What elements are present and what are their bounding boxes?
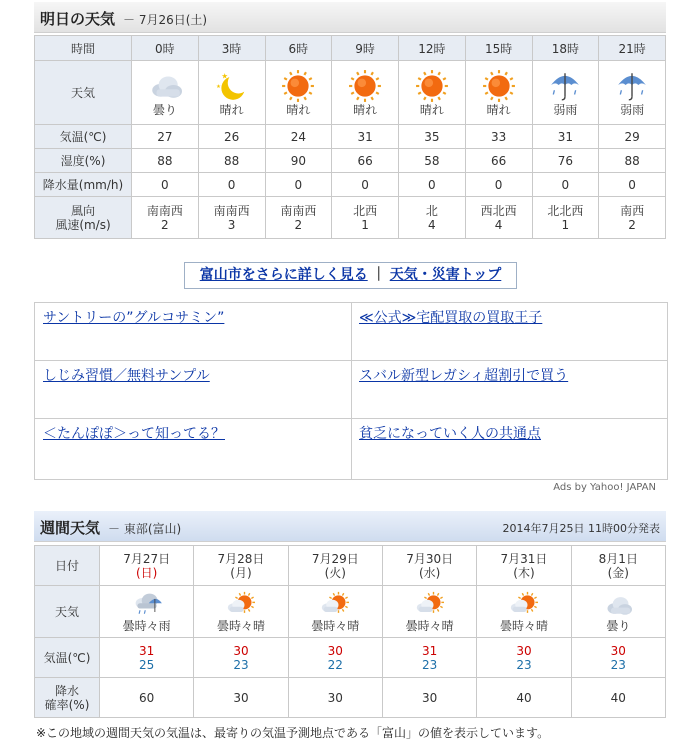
hour-cell: 6時 [265, 36, 332, 61]
rain-prob-cell: 60 [100, 678, 194, 718]
day-date: 8月1日 [598, 551, 638, 566]
weekly-weather-text: 曇時々晴 [216, 618, 265, 633]
high-temp: 30 [233, 643, 249, 658]
wind-dir: 南南西 [146, 203, 183, 218]
wind-dir: 北 [425, 203, 438, 218]
ad-link[interactable]: しじみ習慣／無料サンプル [43, 368, 210, 384]
day-of-week: (月) [230, 565, 252, 580]
precip-cell: 0 [265, 173, 332, 197]
wind-speed: 2 [161, 217, 169, 232]
tomorrow-date: － 7月26日(土) [123, 13, 208, 27]
wind-cell [599, 197, 666, 239]
date-cell [477, 546, 571, 586]
date-cell [571, 546, 665, 586]
tomorrow-table [34, 35, 666, 239]
footnote: ※この地域の週間天気の気温は、最寄りの気温予測地点である「富山」の値を表示しています。 [36, 726, 550, 740]
precip-cell: 0 [198, 173, 265, 197]
day-of-week: (金) [607, 565, 629, 580]
weather-label: 天気 [35, 61, 132, 125]
wind-cell [132, 197, 199, 239]
weather-cell [265, 61, 332, 125]
day-date: 7月31日 [500, 551, 548, 566]
ad-cell [351, 419, 667, 477]
weekly-table [34, 545, 666, 718]
weather-cell [532, 61, 599, 125]
date-cell [100, 546, 194, 586]
low-temp: 25 [139, 657, 155, 672]
humidity-cell: 58 [399, 149, 466, 173]
weekly-weather-text: 曇り [606, 618, 631, 633]
low-temp: 23 [233, 657, 249, 672]
svg-text:★: ★ [221, 71, 228, 81]
weekly-temp-cell [477, 638, 571, 678]
ad-link[interactable]: サントリーの”グルコサミン” [43, 310, 225, 326]
wind-speed: 4 [494, 217, 503, 232]
link-separator: ｜ [371, 267, 386, 283]
weekly-weather-row [35, 586, 666, 638]
cloud-icon [132, 69, 198, 103]
wind-cell [198, 197, 265, 239]
temp-cell: 26 [198, 125, 265, 149]
wind-dir: 北北西 [547, 203, 584, 218]
temp-cell: 31 [532, 125, 599, 149]
moon-clear-icon [199, 69, 265, 103]
weekly-weather-cell [571, 586, 665, 638]
date-cell [194, 546, 288, 586]
weekly-temp-cell [100, 638, 194, 678]
humidity-label: 湿度(%) [35, 149, 132, 173]
day-of-week: (木) [513, 565, 535, 580]
weekly-weather-cell [477, 586, 571, 638]
precip-cell: 0 [332, 173, 399, 197]
weather-cell [198, 61, 265, 125]
published-time: 2014年7月25日 11時00分発表 [502, 522, 660, 535]
time-label: 時間 [35, 36, 132, 61]
tomorrow-header [34, 2, 666, 33]
precip-label: 降水量(mm/h) [35, 173, 132, 197]
weather-text: 曇り [152, 102, 177, 117]
weekly-temp-label: 気温(℃) [35, 638, 100, 678]
wind-label [35, 197, 132, 239]
weather-row [35, 61, 666, 125]
hour-cell: 21時 [599, 36, 666, 61]
day-date: 7月27日 [123, 551, 171, 566]
wind-dir: 南西 [620, 203, 645, 218]
weather-text: 弱雨 [553, 102, 578, 117]
date-cell [288, 546, 382, 586]
hour-cell: 9時 [332, 36, 399, 61]
day-of-week: (日) [135, 565, 158, 580]
rain-prob-row [35, 678, 666, 718]
wind-dir-label: 風向 [70, 203, 95, 218]
weekly-title: 週間天気 － 東部(富山) [40, 519, 182, 537]
precip-cell: 0 [532, 173, 599, 197]
high-temp: 31 [422, 643, 438, 658]
ad-link[interactable]: ＜たんぽぽ＞って知ってる？ [43, 426, 225, 442]
wind-speed: 1 [361, 217, 369, 232]
day-date: 7月30日 [406, 551, 454, 566]
wind-cell [265, 197, 332, 239]
weekly-weather-cell [382, 586, 476, 638]
rain-prob-cell: 30 [288, 678, 382, 718]
rain-prob-label [35, 678, 100, 718]
day-date: 7月29日 [311, 551, 359, 566]
ad-cell [351, 303, 667, 361]
weekly-weather-text: 曇時々晴 [311, 618, 360, 633]
detail-link[interactable]: 富山市をさらに詳しく見る [199, 267, 368, 283]
hour-cell: 18時 [532, 36, 599, 61]
weather-text: 晴れ [219, 102, 244, 117]
rain-prob-label-2: 確率(%) [44, 697, 90, 712]
cloud-icon [572, 591, 665, 619]
weekly-header [34, 511, 666, 542]
low-temp: 23 [516, 657, 532, 672]
humidity-cell: 76 [532, 149, 599, 173]
wind-dir: 北西 [353, 203, 378, 218]
low-temp: 22 [327, 657, 343, 672]
wind-speed: 2 [628, 217, 636, 232]
cloud-sun-icon [477, 591, 570, 619]
humidity-cell: 88 [132, 149, 199, 173]
svg-text:★: ★ [215, 83, 221, 90]
weekly-temp-cell [571, 638, 665, 678]
high-temp: 30 [327, 643, 343, 658]
humidity-cell: 88 [599, 149, 666, 173]
ad-link[interactable]: 貧乏になっていく人の共通点 [359, 426, 541, 442]
precip-cell: 0 [599, 173, 666, 197]
weather-cell [465, 61, 532, 125]
hour-cell: 3時 [198, 36, 265, 61]
wind-speed: 3 [227, 217, 236, 232]
wind-cell [465, 197, 532, 239]
date-label: 日付 [35, 546, 100, 586]
weekly-temp-row [35, 638, 666, 678]
precip-row [35, 173, 666, 197]
ad-link[interactable]: ≪公式≫宅配買取の買取王子 [359, 310, 543, 326]
weather-text: 晴れ [419, 102, 444, 117]
weather-text: 晴れ [486, 102, 511, 117]
weekly-region: － 東部(富山) [108, 522, 182, 536]
cloud-sun-icon [289, 591, 382, 619]
sun-icon [266, 69, 332, 103]
ad-cell [35, 361, 351, 419]
day-of-week: (水) [418, 565, 441, 580]
weekly-weather-cell [100, 586, 194, 638]
temp-cell: 29 [599, 125, 666, 149]
weekly-weather-text: 曇時々晴 [405, 618, 454, 633]
ad-link[interactable]: スバル新型レガシィ超割引で買う [359, 368, 569, 384]
wind-speed-label: 風速(m/s) [55, 217, 111, 232]
weather-cell [399, 61, 466, 125]
weather-top-link[interactable]: 天気・災害トップ [389, 267, 502, 283]
wind-cell [332, 197, 399, 239]
humidity-cell: 90 [265, 149, 332, 173]
weekly-temp-cell [382, 638, 476, 678]
humidity-cell: 66 [332, 149, 399, 173]
temp-cell: 24 [265, 125, 332, 149]
weekly-weather-text: 曇時々雨 [122, 618, 171, 633]
weather-text: 晴れ [353, 102, 378, 117]
date-row [35, 546, 666, 586]
weekly-temp-cell [194, 638, 288, 678]
wind-cell [532, 197, 599, 239]
wind-row [35, 197, 666, 239]
day-date: 7月28日 [217, 551, 265, 566]
wind-cell [399, 197, 466, 239]
temp-cell: 31 [332, 125, 399, 149]
humidity-row [35, 149, 666, 173]
cloud-sun-icon [194, 591, 287, 619]
weather-cell [599, 61, 666, 125]
umbrella-rain-icon [599, 69, 665, 103]
hour-cell: 15時 [465, 36, 532, 61]
hour-cell: 12時 [399, 36, 466, 61]
humidity-cell: 66 [465, 149, 532, 173]
low-temp: 23 [422, 657, 438, 672]
wind-speed: 4 [428, 217, 436, 232]
precip-cell: 0 [132, 173, 199, 197]
weekly-weather-cell [288, 586, 382, 638]
ad-cell [35, 303, 351, 361]
weather-cell [132, 61, 199, 125]
wind-speed: 2 [294, 217, 303, 232]
wind-dir: 南南西 [213, 203, 250, 218]
cloud-sun-icon [383, 591, 476, 619]
tomorrow-title: 明日の天気 － 7月26日(土) [40, 10, 208, 28]
weather-cell [332, 61, 399, 125]
ad-cell [351, 361, 667, 419]
temp-label: 気温(℃) [35, 125, 132, 149]
sun-icon [399, 69, 465, 103]
umbrella-rain-icon [533, 69, 599, 103]
weekly-temp-cell [288, 638, 382, 678]
wind-dir: 南南西 [280, 203, 317, 218]
sun-icon [332, 69, 398, 103]
high-temp: 30 [516, 643, 532, 658]
ad-cell [35, 419, 351, 477]
low-temp: 23 [610, 657, 626, 672]
high-temp: 31 [139, 643, 155, 658]
ads-by-yahoo[interactable]: Ads by Yahoo! JAPAN [553, 482, 656, 493]
day-of-week: (火) [324, 565, 346, 580]
weekly-weather-cell [194, 586, 288, 638]
temp-row [35, 125, 666, 149]
ads-box [34, 302, 668, 480]
nav-links [184, 262, 517, 289]
hour-cell: 0時 [132, 36, 199, 61]
humidity-cell: 88 [198, 149, 265, 173]
temp-cell: 33 [465, 125, 532, 149]
weather-text: 弱雨 [620, 102, 645, 117]
rain-prob-cell: 40 [571, 678, 665, 718]
temp-cell: 27 [132, 125, 199, 149]
rain-prob-cell: 40 [477, 678, 571, 718]
precip-cell: 0 [465, 173, 532, 197]
wind-speed: 1 [561, 217, 570, 232]
rain-prob-cell: 30 [194, 678, 288, 718]
weekly-weather-text: 曇時々晴 [499, 618, 548, 633]
sun-icon [466, 69, 532, 103]
cloud-rain-icon [100, 591, 193, 619]
high-temp: 30 [610, 643, 626, 658]
temp-cell: 35 [399, 125, 466, 149]
date-cell [382, 546, 476, 586]
weather-text: 晴れ [286, 102, 311, 117]
precip-cell: 0 [399, 173, 466, 197]
rain-prob-cell: 30 [382, 678, 476, 718]
wind-dir: 西北西 [480, 203, 517, 218]
rain-prob-label-1: 降水 [54, 683, 79, 698]
weekly-weather-label: 天気 [35, 586, 100, 638]
hours-row [35, 36, 666, 61]
